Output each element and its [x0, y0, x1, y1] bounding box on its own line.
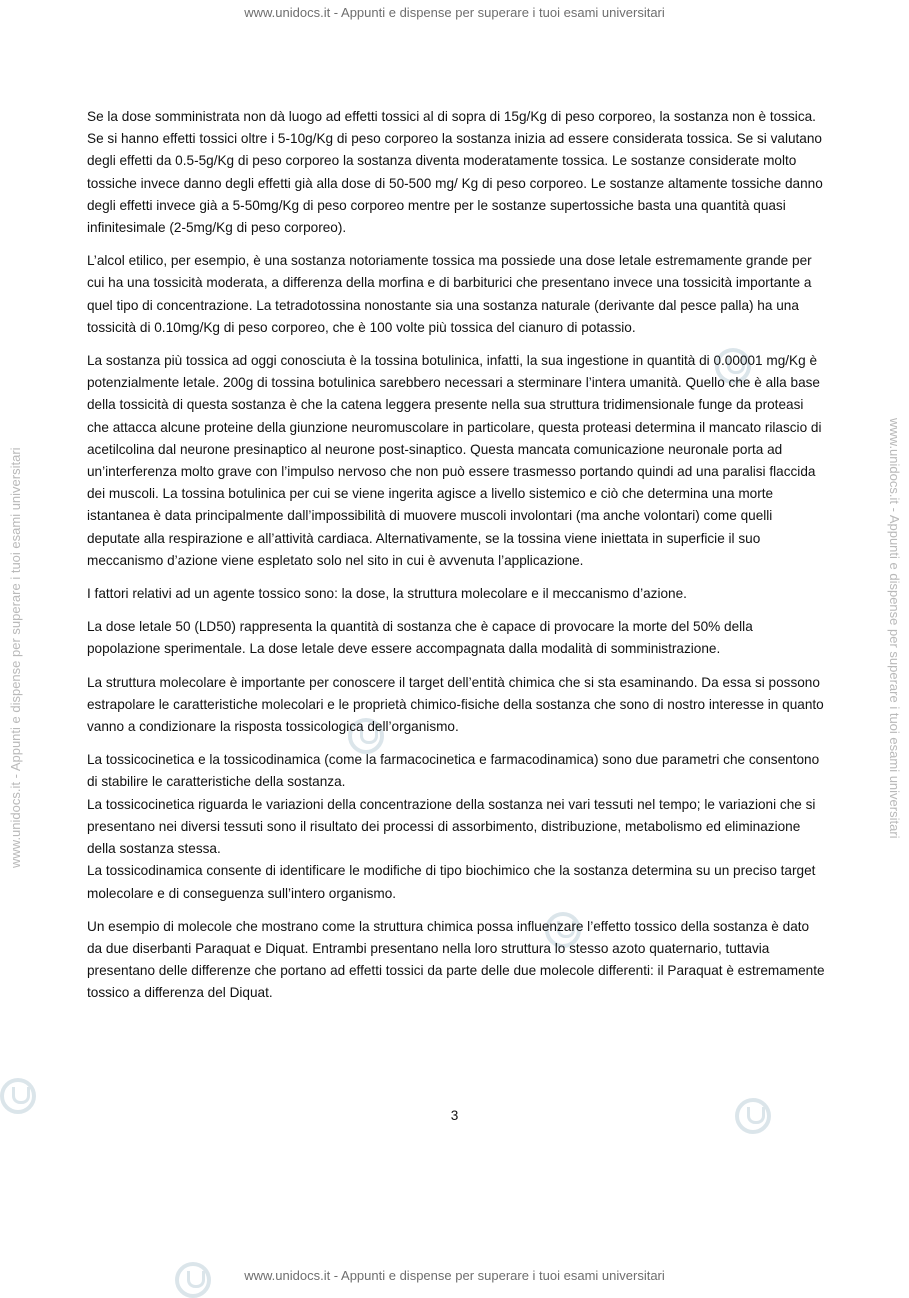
paragraph: Un esempio di molecole che mostrano come la struttura chimica possa influenzare l’effetto tossico della sostanza è dato da due diserbanti Paraquat e Diquat. Entrambi presentano nella loro struttura lo stesso azoto quaternario, tuttavia presentano delle differenze che portano ad effetti tossici da parte delle due molecole differenti: il Paraquat è estremamente tossico a differenza del Diquat. [87, 918, 825, 1001]
paragraph: La struttura molecolare è importante per conoscere il target dell’entità chimica che si sta esaminando. Da essa si possono estrapolare le caratteristiche molecolari e le proprietà chimico-fisiche della sostanza che sono di nostro interesse in quanto vanno a condizionare la risposta tossicologica dell’organismo. [87, 674, 824, 735]
watermark-header: www.unidocs.it - Appunti e dispense per superare i tuoi esami universitari [244, 5, 665, 20]
watermark-footer: www.unidocs.it - Appunti e dispense per superare i tuoi esami universitari [244, 1268, 665, 1283]
paragraph: I fattori relativi ad un agente tossico sono: la dose, la struttura molecolare e il meccanismo d’azione. [87, 586, 687, 602]
paragraph-line: La tossicocinetica e la tossicodinamica (come la farmacocinetica e farmacodinamica) sono due parametri che consentono di stabilire le caratteristiche della sostanza. [87, 752, 820, 790]
watermark-left-margin: www.unidocs.it - Appunti e dispense per superare i tuoi esami universitari [8, 447, 23, 868]
paragraph-line: La tossicocinetica riguarda le variazioni della concentrazione della sostanza nei vari tessuti nel tempo; le variazioni che si presentano nei diversi tessuti sono il risultato dei processi di assorbimento, distribuzione, metabolismo ed eliminazione della sostanza stessa. [87, 796, 816, 857]
paragraph-line: La tossicodinamica consente di identificare le modifiche di tipo biochimico che la sostanza determina su un preciso target molecolare e di conseguenza sull’intero organismo. [87, 863, 816, 901]
document-body [87, 106, 825, 1016]
watermark-right-margin: www.unidocs.it - Appunti e dispense per superare i tuoi esami universitari [887, 418, 902, 839]
paragraph: La dose letale 50 (LD50) rappresenta la quantità di sostanza che è capace di provocare la morte del 50% della popolazione sperimentale. La dose letale deve essere accompagnata dalla modalità di somministrazione. [87, 619, 753, 657]
paragraph: Se la dose somministrata non dà luogo ad effetti tossici al di sopra di 15g/Kg di peso corporeo, la sostanza non è tossica. Se si hanno effetti tossici oltre i 5-10g/Kg di peso corporeo la sostanza inizia ad essere considerata tossica. Se si valutano degli effetti da 0.5-5g/Kg di peso corporeo la sostanza diventa moderatamente tossica. Le sostanze considerate molto tossiche invece danno degli effetti già alla dose di 50-500 mg/ Kg di peso corporeo. Le sostanze altamente tossiche danno degli effetti invece già a 5-50mg/Kg di peso corporeo mentre per le sostanze supertossiche basta una quantità quasi infinitesimale (2-5mg/Kg di peso corporeo). [87, 109, 823, 236]
paragraph: La sostanza più tossica ad oggi conosciuta è la tossina botulinica, infatti, la sua ingestione in quantità di 0.00001 mg/Kg è potenzialmente letale. 200g di tossina botulinica sarebbero necessari a sterminare l’intera umanità. Quello che è alla base della tossicità di questa sostanza è che la catena leggera presente nella sua struttura tridimensionale funge da proteasi che attacca alcune proteine della giunzione neuromuscolare in particolare, questa proteasi determina il mancato rilascio di acetilcolina dal neurone presinaptico al neurone post-sinaptico. Questa mancata comunicazione neuronale porta ad un’interferenza molto grave con l’impulso nervoso che non può essere trasmesso portando quindi ad una paralisi flaccida dei muscoli. La tossina botulinica per cui se viene ingerita agisce a livello sistemico e ciò che determina una morte istantanea è data principalmente dall’impossibilità di muovere muscoli involontari (ma anche volontari) come quelli deputate alla respirazione e all’attività cardiaca. Alternativamente, se la tossina viene iniettata in superficie il suo meccanismo d’azione viene espletato solo nel sito in cui è avvenuta l’applicazione. [87, 353, 822, 568]
paragraph: L’alcol etilico, per esempio, è una sostanza notoriamente tossica ma possiede una dose letale estremamente grande per cui ha una tossicità moderata, a differenza della morfina e di barbiturici che presentano invece una tossicità importante a quel tipo di concentrazione. La tetradotossina nonostante sia una sostanza naturale (derivante dal pesce palla) ha una tossicità di 0.10mg/Kg di peso corporeo, che è 100 volte più tossica del cianuro di potassio. [87, 253, 812, 335]
paragraph-group [87, 749, 825, 904]
page-number: 3 [450, 1108, 459, 1123]
